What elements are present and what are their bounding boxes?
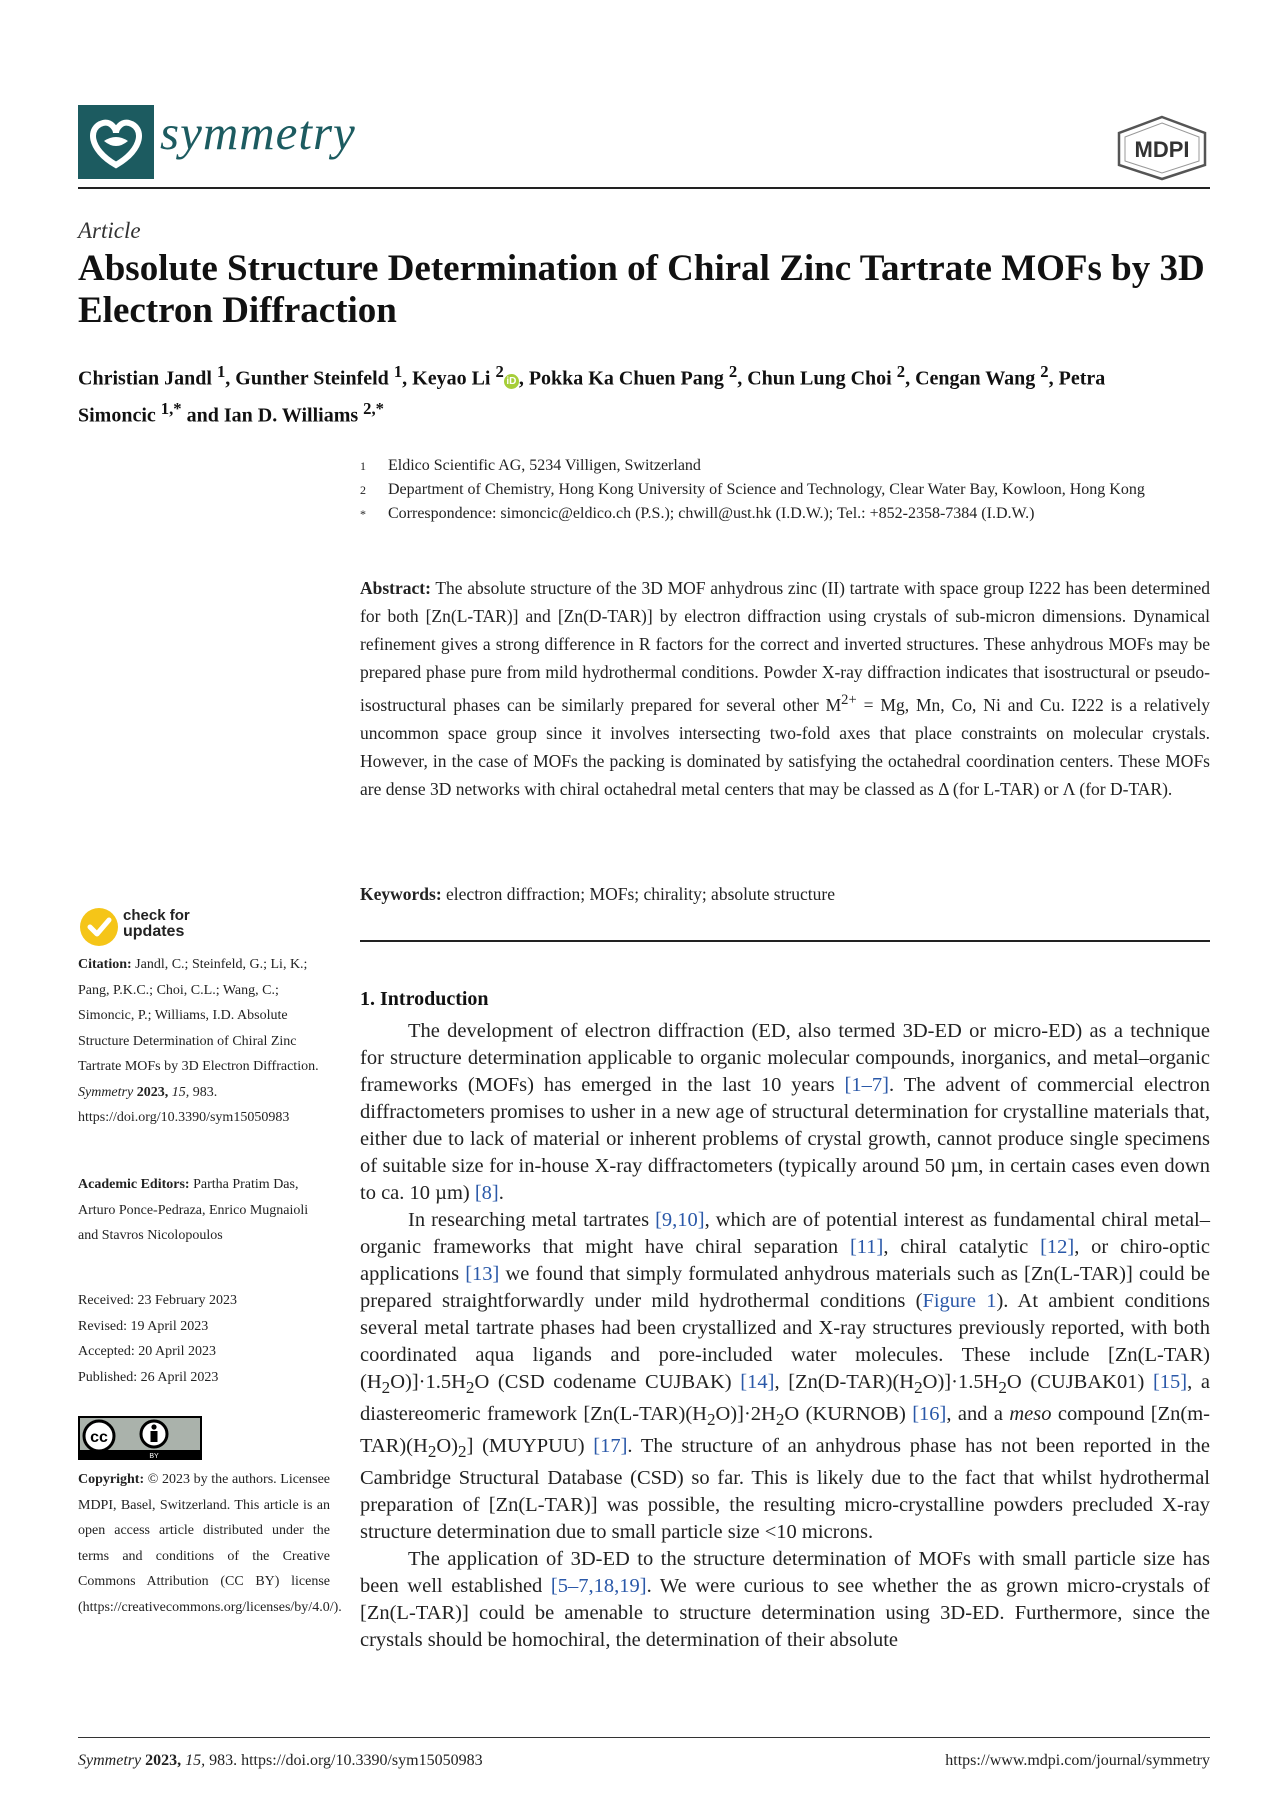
keywords-text: electron diffraction; MOFs; chirality; absolute structure (446, 884, 835, 904)
author-name[interactable]: Pokka Ka Chuen Pang (528, 367, 724, 390)
footer-journal-url[interactable]: https://www.mdpi.com/journal/symmetry (945, 1752, 1210, 1769)
footer-year: 2023, (145, 1752, 182, 1769)
paragraph (360, 1018, 1210, 1207)
affiliation-mark: 1 (360, 459, 366, 473)
reference-link[interactable]: [11] (849, 1236, 884, 1258)
citation-journal: Symmetry (78, 1084, 134, 1100)
copyright-block (78, 1467, 342, 1620)
abstract-text-1: The absolute structure of the 3D MOF anhydrous zinc (II) tartrate with space group I222 has been determined for both [Zn(L-TAR)] and [Zn(D-TAR)] by electron diffraction using crystals of sub-micron dimensions. Dynamical refinement gives a strong difference in R factors for the correct and inverted structures. These anhydrous MOFs may be prepared phase pure from mild hydrothermal conditions. Powder X-ray diffraction indicates that isostructural or pseudo-isostructural phases can be similarly prepared for several other M (360, 578, 1211, 715)
abstract-text-2: = Mg, Mn, Co, Ni and Cu. I222 is a relatively uncommon space group since it involves intersecting two-fold axes that place constraints on molecular crystals. However, in the case of MOFs the packing is dominated by satisfying the octahedral coordination centers. These MOFs are dense 3D networks with chiral octahedral metal centers that may be classed as Δ (for L-TAR) or Λ (for D-TAR). (360, 694, 1210, 799)
body-text (360, 1018, 1210, 1654)
abstract-label: Abstract: (360, 578, 431, 598)
reference-link[interactable]: [13] (465, 1263, 500, 1285)
text-run: O (CUJBAK01) (1006, 1371, 1153, 1393)
author-name[interactable]: Keyao Li (412, 367, 491, 390)
mdpi-logo-icon (1115, 115, 1210, 181)
citation-doi[interactable]: 983. https://doi.org/10.3390/sym15050983 (78, 1084, 290, 1125)
subscript: 2 (381, 1378, 391, 1398)
affiliation-text: Eldico Scientific AG, 5234 Villigen, Switzerland (388, 457, 701, 474)
italic-term: meso (1009, 1403, 1052, 1426)
subscript: 2 (706, 1410, 716, 1430)
text-run: , and a (946, 1403, 1010, 1426)
citation-volume: 15, (171, 1084, 190, 1100)
text-run: O (KURNOB) (784, 1403, 913, 1426)
text-run: , or chiro-optic applications (360, 1236, 1211, 1285)
affiliation-text: Department of Chemistry, Hong Kong University of Science and Technology, Clear Water Bay, Kowloon, Hong Kong (388, 481, 1145, 498)
author-affiliation-sup: 1 (216, 362, 226, 381)
date-label: Published: (78, 1369, 138, 1385)
author-affiliation-sup: 1,* (160, 398, 182, 418)
subscript: 2 (775, 1410, 785, 1430)
date-label: Revised: (78, 1318, 127, 1334)
text-run: , [Zn(D-TAR)(H (774, 1371, 915, 1393)
affiliations (360, 454, 1220, 526)
text-run: The application of 3D-ED to the structure determination of MOFs with small particle size has been well established (360, 1548, 1210, 1598)
orcid-icon[interactable]: iD (504, 374, 519, 389)
author-list: Christian Jandl $^1$, Gunther Steinfeld $^1$, Keyao Li $^2$iD , Pokka Ka Chuen Pang $^2$, Chun Lung Choi $^2$, Cengan Wang $^2$, Petra Simoncic $^{1,*}$ and Ian D. Williams $^{2,*}$ (78, 362, 1106, 427)
date-row (78, 1365, 328, 1391)
text-run: O)]·2H (715, 1403, 776, 1426)
author-name[interactable]: Gunther Steinfeld (235, 367, 389, 390)
author-affiliation-sup: 2 (896, 362, 906, 381)
subscript: 2 (465, 1378, 475, 1398)
academic-editors (78, 1172, 328, 1249)
subscript: 2 (998, 1378, 1007, 1398)
text-run: The development of electron diffraction (ED, also termed 3D-ED or micro-ED) as a technique for structure determination applicable to organic molecular compounds, inorganics, and metal–organic frameworks (MOFs) has emerged in the last 10 years (360, 1020, 1210, 1096)
text-run: . We were curious to see whether the as grown micro-crystals of [Zn(L-TAR)] could be amenable to structure determination using 3D-ED. Furthermore, since the crystals should be homochiral, the determination of their absolute (360, 1575, 1210, 1652)
publication-dates (78, 1288, 328, 1390)
text-run: O)]·1.5H (390, 1371, 466, 1393)
author-affiliation-sup: 1 (393, 362, 403, 381)
affiliation-text: Correspondence: simoncic@eldico.ch (P.S.); chwill@ust.hk (I.D.W.); Tel.: +852-2358-7384 (I.D.W.) (388, 505, 1035, 522)
author-affiliation-sup: 2 (495, 362, 504, 381)
author-affiliation-sup: 2 (728, 362, 738, 381)
reference-link[interactable]: [15] (1152, 1371, 1188, 1393)
check-for-updates-icon[interactable] (78, 905, 122, 949)
keywords-label: Keywords: (360, 884, 442, 904)
reference-link[interactable]: [1–7] (844, 1074, 889, 1096)
reference-link[interactable]: [12] (1040, 1236, 1075, 1258)
date-row (78, 1288, 328, 1314)
text-run: , a diastereomeric framework [Zn(L-TAR)(H (360, 1371, 1210, 1426)
footer-rule (78, 1737, 1210, 1738)
text-run: ). At ambient conditions several metal tartrate phases had been crystallized and X-ray structures previously reported, with both coordinated aqua ligands and pore-included water molecules. These include [Zn(L-TAR)(H (360, 1290, 1210, 1393)
citation-year: 2023, (136, 1084, 169, 1100)
copyright-text: © 2023 by the authors. Licensee MDPI, Basel, Switzerland. This article is an open access article distributed under the terms and conditions of the Creative Commons Attribution (CC BY) license (https://creativecommons.org/licenses/by/4.0/). (78, 1472, 342, 1615)
cc-by-license-icon[interactable] (78, 1416, 202, 1460)
subscript: 2 (427, 1442, 437, 1462)
keywords (360, 880, 1210, 908)
reference-link[interactable]: [8] (474, 1182, 499, 1204)
reference-link[interactable]: [17] (593, 1435, 628, 1458)
copyright-label: Copyright: (78, 1472, 145, 1487)
text-run: O) (436, 1435, 459, 1458)
author-affiliation-sup: 2,* (363, 398, 384, 418)
affiliation-row (360, 454, 1220, 478)
footer-journal: Symmetry (78, 1752, 142, 1769)
paragraph (360, 1546, 1210, 1654)
reference-link[interactable]: [14] (740, 1371, 775, 1393)
affiliation-row (360, 478, 1220, 502)
citation-block (78, 952, 328, 1131)
text-run: compound [Zn(m-TAR)(H (360, 1403, 1210, 1458)
text-run: we found that simply formulated anhydrous materials such as [Zn(L-TAR)] could be prepared straightforwardly under mild hydrothermal conditions ( (360, 1263, 1210, 1312)
date-value: 26 April 2023 (140, 1369, 219, 1385)
text-run: . The structure of an anhydrous phase has not been reported in the Cambridge Structural Database (CSD) so far. This is likely due to the fact that whilst hydrothermal preparation of [Zn(L-TAR)] was possible, the resulting micro-crystalline powders precluded X-ray structure determination due to small particle size <10 microns. (360, 1435, 1211, 1544)
author-name[interactable]: Chun Lung Choi (747, 367, 892, 390)
citation-label: Citation: (78, 957, 132, 972)
abstract-charge-sup: 2+ (841, 692, 857, 708)
check-line-1: check for (123, 907, 190, 924)
editors-label: Academic Editors: (78, 1177, 190, 1192)
date-row (78, 1314, 328, 1340)
reference-link[interactable]: [16] (912, 1403, 947, 1426)
date-value: 23 February 2023 (137, 1293, 238, 1308)
citation-text: Jandl, C.; Steinfeld, G.; Li, K.; Pang, P.K.C.; Choi, C.L.; Wang, C.; Simoncic, P.; Williams, I.D. Absolute Structure Determination of Chiral Zinc Tartrate MOFs by 3D Electron Diffraction. (78, 957, 319, 1074)
text-run: O)]·1.5H (922, 1371, 999, 1393)
affiliation-mark: 2 (360, 483, 366, 497)
paragraph (360, 1207, 1210, 1546)
affiliation-mark: * (360, 507, 366, 521)
footer-volume: 15, (185, 1752, 206, 1769)
author-affiliation-sup: 2 (1040, 362, 1049, 381)
footer-citation (78, 1752, 483, 1770)
header-rule (78, 187, 1210, 189)
abstract (360, 574, 1210, 803)
author-name[interactable]: Petra Simoncic (78, 367, 1106, 427)
cc-by-text: BY (149, 1453, 159, 1460)
svg-text:cc: cc (90, 1429, 108, 1446)
journal-logo-icon (78, 105, 154, 179)
mdpi-logo-text: MDPI (1134, 137, 1190, 162)
text-run: . The advent of commercial electron diffractometers promises to usher in a new age of structural determination for crystalline materials that, either due to lack of material or inherent problems of crystal growth, cannot produce single specimens of suitable size for in-house X-ray diffractometers (typically around 50 µm, in certain cases even down to ca. 10 µm) (360, 1074, 1210, 1204)
author-name[interactable]: Christian Jandl (78, 367, 212, 390)
subscript: 2 (458, 1442, 467, 1462)
author-name[interactable]: Cengan Wang (915, 367, 1036, 390)
figure-link[interactable]: Figure 1 (922, 1290, 997, 1312)
date-label: Received: (78, 1293, 134, 1308)
text-run: ] (MUYPUU) (466, 1435, 594, 1458)
text-run: In researching metal tartrates (408, 1209, 656, 1231)
date-row (78, 1339, 328, 1365)
section-heading: 1. Introduction (360, 988, 489, 1010)
check-line-2: updates (123, 923, 185, 940)
text-run: O (CSD codename CUJBAK) (474, 1371, 741, 1393)
check-for-updates-label[interactable] (123, 908, 190, 940)
text-run: , chiral catalytic (883, 1236, 1041, 1258)
text-run: . (498, 1182, 504, 1204)
date-label: Accepted: (78, 1344, 135, 1359)
text-run: , which are of potential interest as fundamental chiral metal–organic frameworks that might have chiral separation (360, 1209, 1210, 1258)
author-name[interactable]: Ian D. Williams (223, 404, 359, 427)
reference-link[interactable]: [5–7,18,19] (550, 1575, 647, 1598)
subscript: 2 (914, 1378, 923, 1398)
abstract-rule (360, 940, 1210, 942)
article-type: Article (78, 218, 141, 243)
affiliation-row (360, 502, 1220, 526)
paper-title: Absolute Structure Determination of Chiral Zinc Tartrate MOFs by 3D Electron Diffraction (78, 248, 1205, 331)
reference-link[interactable]: [9,10] (655, 1209, 705, 1231)
footer-doi[interactable]: 983. https://doi.org/10.3390/sym15050983 (209, 1752, 483, 1769)
date-value: 19 April 2023 (130, 1318, 209, 1334)
date-value: 20 April 2023 (138, 1344, 217, 1359)
journal-name: symmetry (160, 105, 356, 160)
editors-text: Partha Pratim Das, Arturo Ponce-Pedraza, Enrico Mugnaioli and Stavros Nicolopoulos (78, 1177, 309, 1243)
